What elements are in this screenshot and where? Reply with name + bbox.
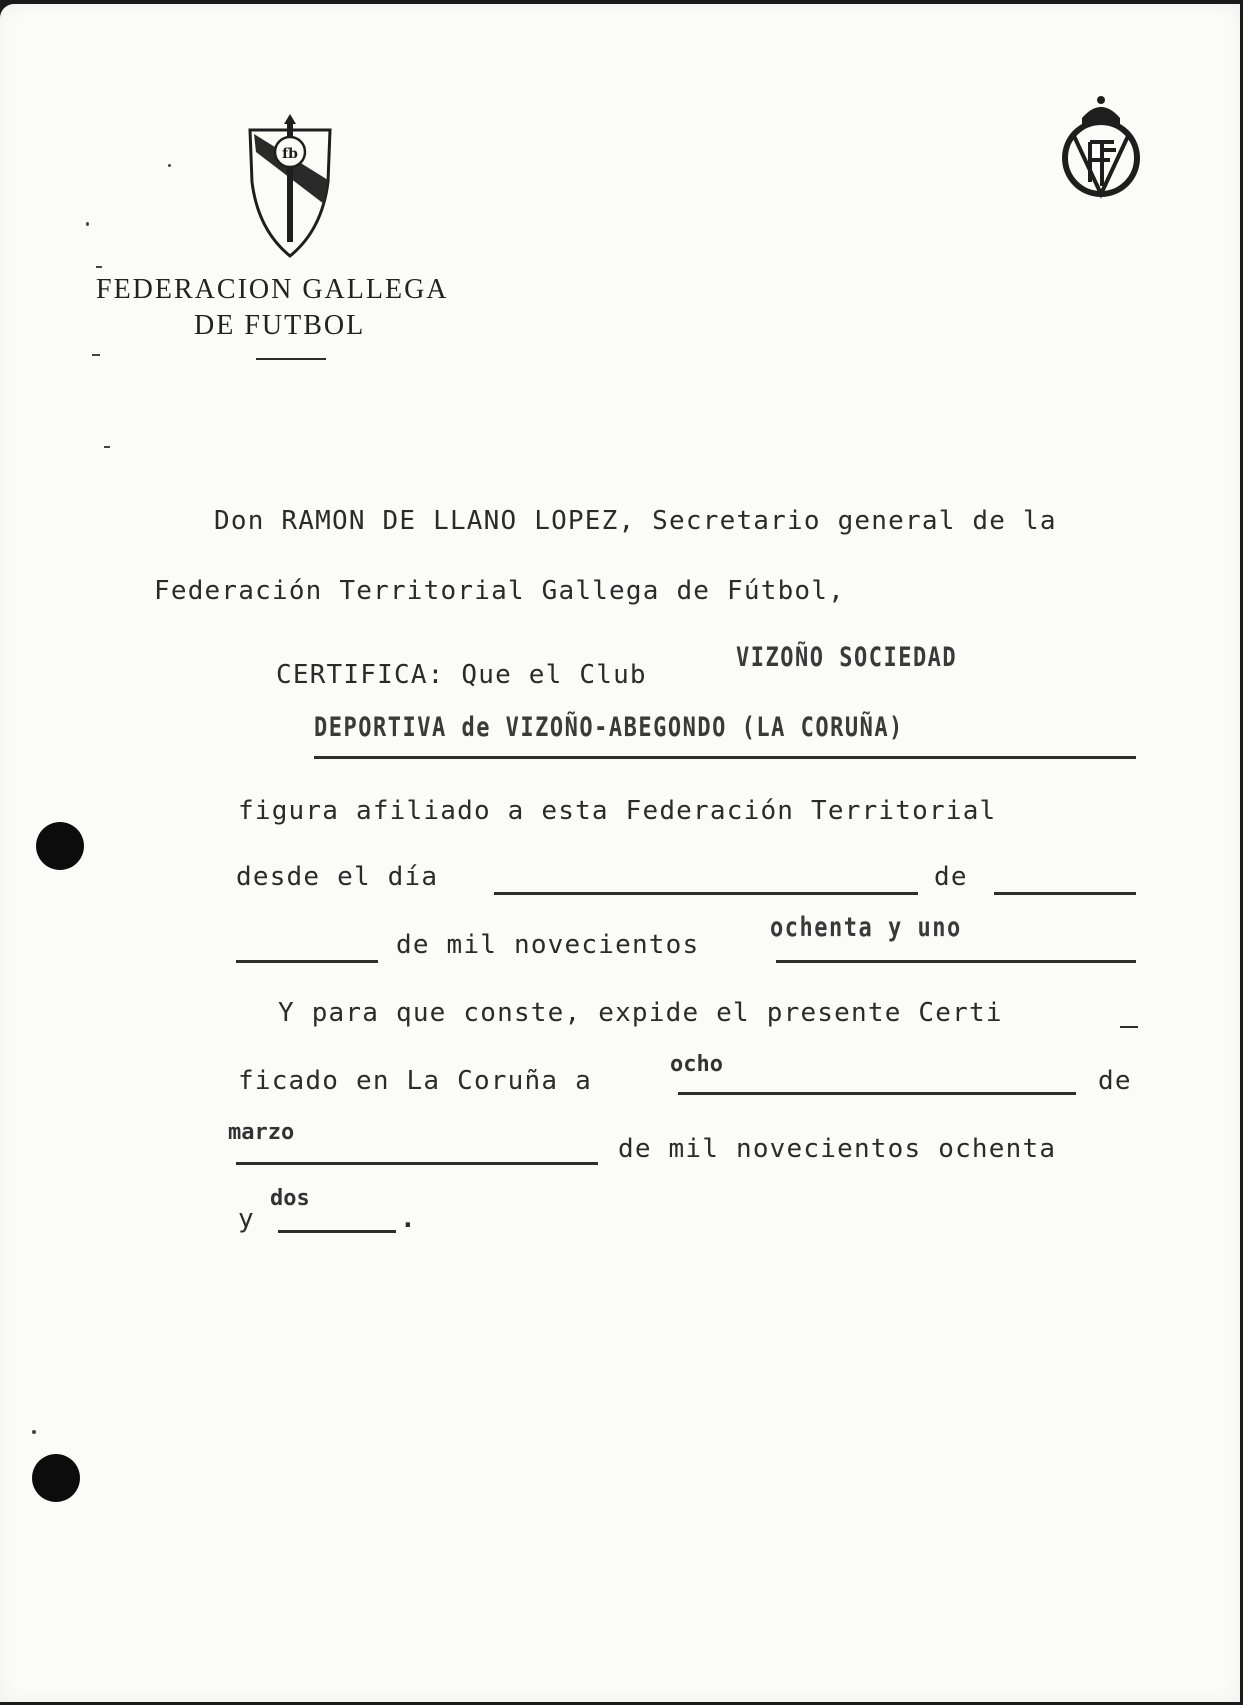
speck-mark xyxy=(92,354,100,356)
letterhead-rule xyxy=(256,358,326,360)
mil-novecientos-label: de mil novecientos xyxy=(396,930,700,960)
ficado-label: ficado en La Coruña a xyxy=(238,1066,592,1096)
speck-mark xyxy=(168,164,171,167)
royal-spanish-federation-crest-icon xyxy=(1060,90,1142,202)
day-fill: ocho xyxy=(670,1052,723,1077)
intro-line-1: Don RAMON DE LLANO LOPEZ, Secretario general de la xyxy=(214,506,1057,536)
speck-mark xyxy=(104,446,110,448)
speck-mark xyxy=(32,1430,36,1434)
desde-label: desde el día xyxy=(236,862,439,892)
speck-mark xyxy=(96,266,102,268)
club-name-part1: VIZOÑO SOCIEDAD xyxy=(736,643,958,673)
speck-mark xyxy=(86,222,89,226)
year-fill: ochenta y uno xyxy=(770,913,962,943)
club-name-rule xyxy=(314,756,1136,759)
punch-hole-top xyxy=(36,822,84,870)
galician-federation-shield-icon xyxy=(244,112,336,262)
certificate-page xyxy=(0,4,1240,1702)
affiliation-line: figura afiliado a esta Federación Territorial xyxy=(238,796,997,826)
org-name-line2: DE FUTBOL xyxy=(194,310,366,341)
mil-ochenta-label: de mil novecientos ochenta xyxy=(618,1134,1057,1164)
intro-line-2: Federación Territorial Gallega de Fútbol, xyxy=(154,576,845,606)
date-month-rule xyxy=(236,1162,598,1165)
month-blank-rule-b xyxy=(236,960,378,963)
month-blank-rule-a xyxy=(994,892,1136,895)
de-label-2: de xyxy=(1098,1066,1132,1096)
year-end-fill: dos xyxy=(270,1186,310,1211)
y-label: y xyxy=(238,1204,255,1234)
final-period: . xyxy=(400,1204,417,1234)
de-label-1: de xyxy=(934,862,968,892)
punch-hole-bottom xyxy=(32,1454,80,1502)
certifica-label: CERTIFICA: Que el Club xyxy=(276,660,647,690)
date-day-rule xyxy=(678,1092,1076,1095)
day-blank-rule xyxy=(494,892,918,895)
certi-underline xyxy=(1120,1026,1138,1028)
consta-line: Y para que conste, expide el presente Certi xyxy=(278,998,1003,1028)
year-blank-rule xyxy=(776,960,1136,963)
year-end-rule xyxy=(278,1230,396,1233)
org-name-line1: FEDERACION GALLEGA xyxy=(96,274,449,305)
club-name-part2: DEPORTIVA de VIZOÑO-ABEGONDO (LA CORUÑA) xyxy=(314,713,904,743)
month-fill: marzo xyxy=(228,1120,295,1145)
svg-text:fb: fb xyxy=(282,146,298,162)
